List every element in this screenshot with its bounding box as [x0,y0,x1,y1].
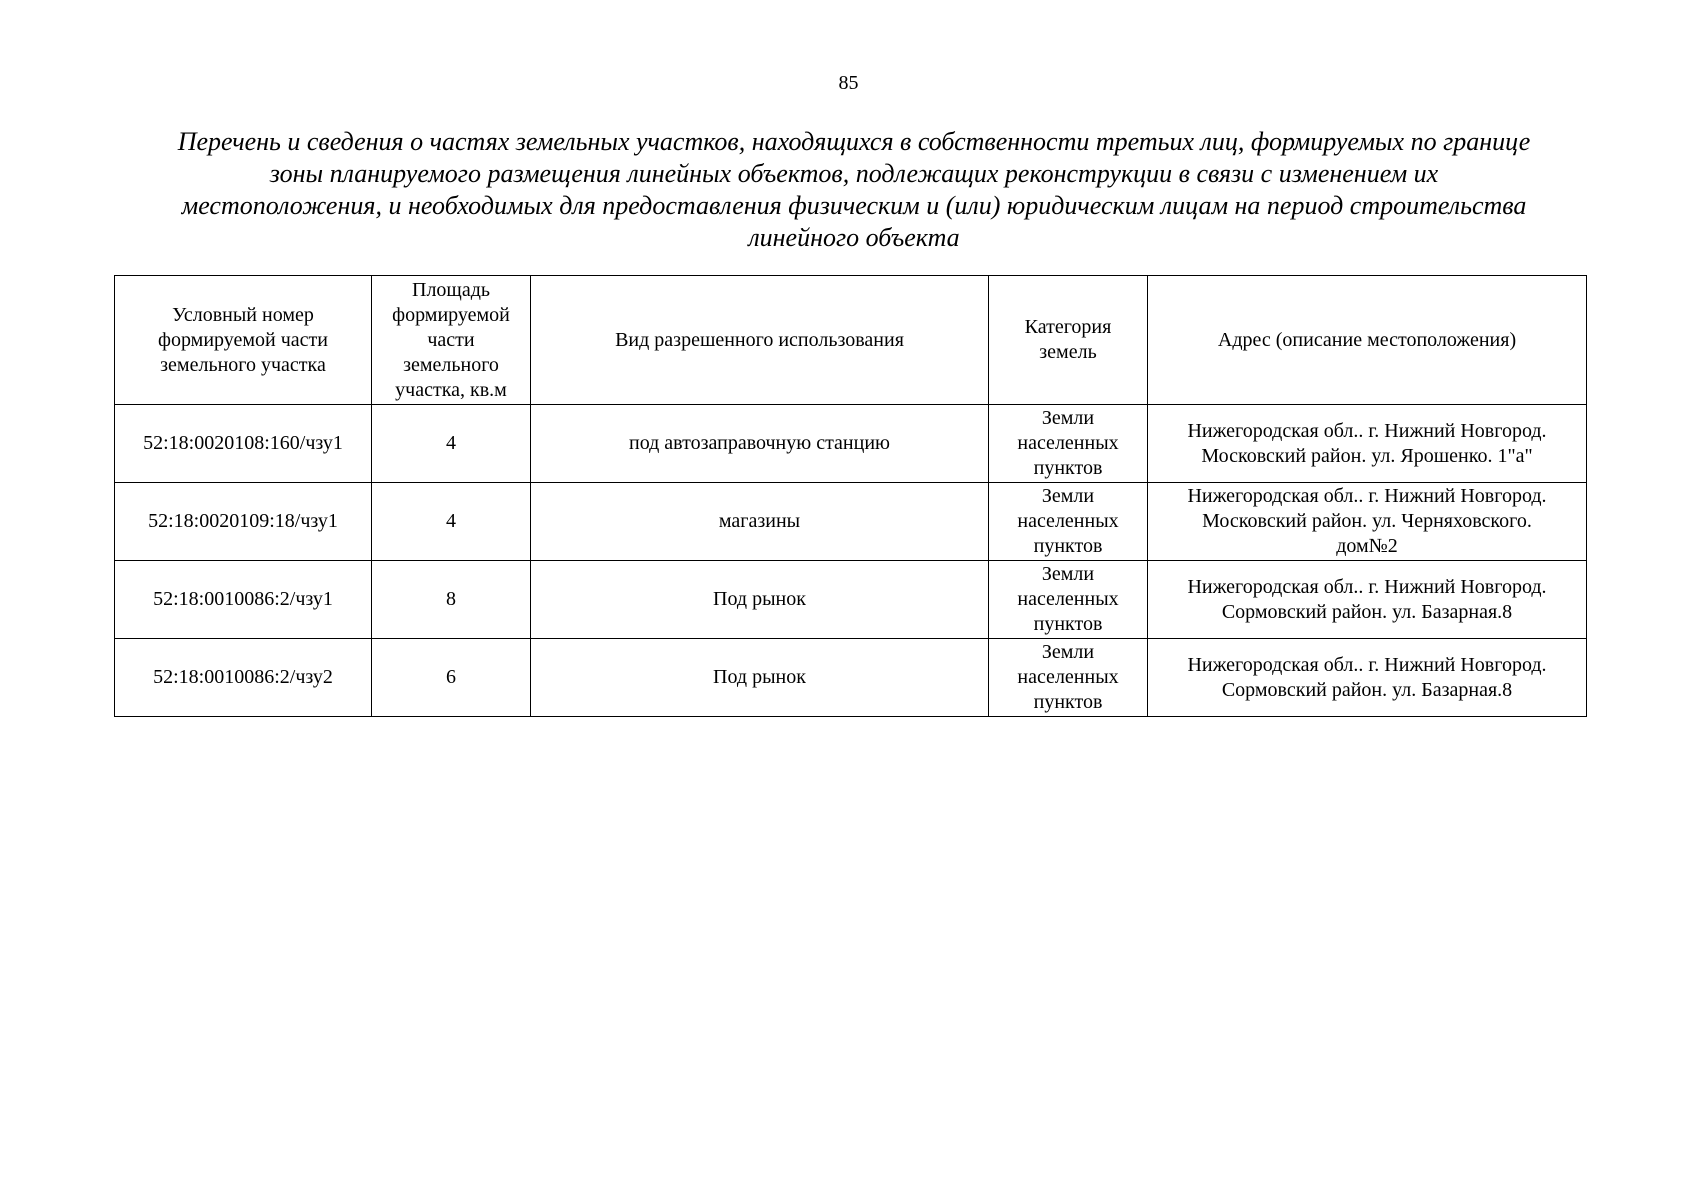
header-area: Площадь формируемой части земельного участка, кв.м [372,276,531,405]
cell-address: Нижегородская обл.. г. Нижний Новгород. Московский район. ул. Ярошенко. 1"а" [1148,405,1587,483]
header-land-category: Категория земель [989,276,1148,405]
cell-permitted-use: Под рынок [531,639,989,717]
land-plots-table [114,275,1587,717]
cell-land-category: Земли населенных пунктов [989,405,1148,483]
page-number: 85 [838,72,859,94]
cell-plot-number: 52:18:0020108:160/чзу1 [115,405,372,483]
cell-address: Нижегородская обл.. г. Нижний Новгород. Сормовский район. ул. Базарная.8 [1148,639,1587,717]
cell-permitted-use: под автозаправочную станцию [531,405,989,483]
header-address: Адрес (описание местоположения) [1148,276,1587,405]
cell-permitted-use: магазины [531,483,989,561]
cell-plot-number: 52:18:0010086:2/чзу2 [115,639,372,717]
header-permitted-use: Вид разрешенного использования [531,276,989,405]
table-header-row [115,276,1587,405]
cell-area: 8 [372,561,531,639]
table-row [115,639,1587,717]
cell-address: Нижегородская обл.. г. Нижний Новгород. Московский район. ул. Черняховского. дом№2 [1148,483,1587,561]
title-line: местоположения, и необходимых для предоставления физическим и (или) юридическим лицам на период строительства [181,191,1527,220]
table-row [115,561,1587,639]
cell-permitted-use: Под рынок [531,561,989,639]
title-line: зоны планируемого размещения линейных объектов, подлежащих реконструкции в связи с изменением их [269,159,1439,188]
cell-area: 6 [372,639,531,717]
table-row [115,483,1587,561]
cell-address: Нижегородская обл.. г. Нижний Новгород. Сормовский район. ул. Базарная.8 [1148,561,1587,639]
header-plot-number: Условный номер формируемой части земельного участка [115,276,372,405]
cell-land-category: Земли населенных пунктов [989,561,1148,639]
table-row [115,405,1587,483]
cell-land-category: Земли населенных пунктов [989,483,1148,561]
cell-area: 4 [372,405,531,483]
cell-area: 4 [372,483,531,561]
cell-land-category: Земли населенных пунктов [989,639,1148,717]
document-title [110,126,1598,254]
title-line: Перечень и сведения о частях земельных участков, находящихся в собственности третьих лиц, формируемых по границе [177,127,1531,156]
title-line: линейного объекта [748,223,960,252]
cell-plot-number: 52:18:0020109:18/чзу1 [115,483,372,561]
cell-plot-number: 52:18:0010086:2/чзу1 [115,561,372,639]
